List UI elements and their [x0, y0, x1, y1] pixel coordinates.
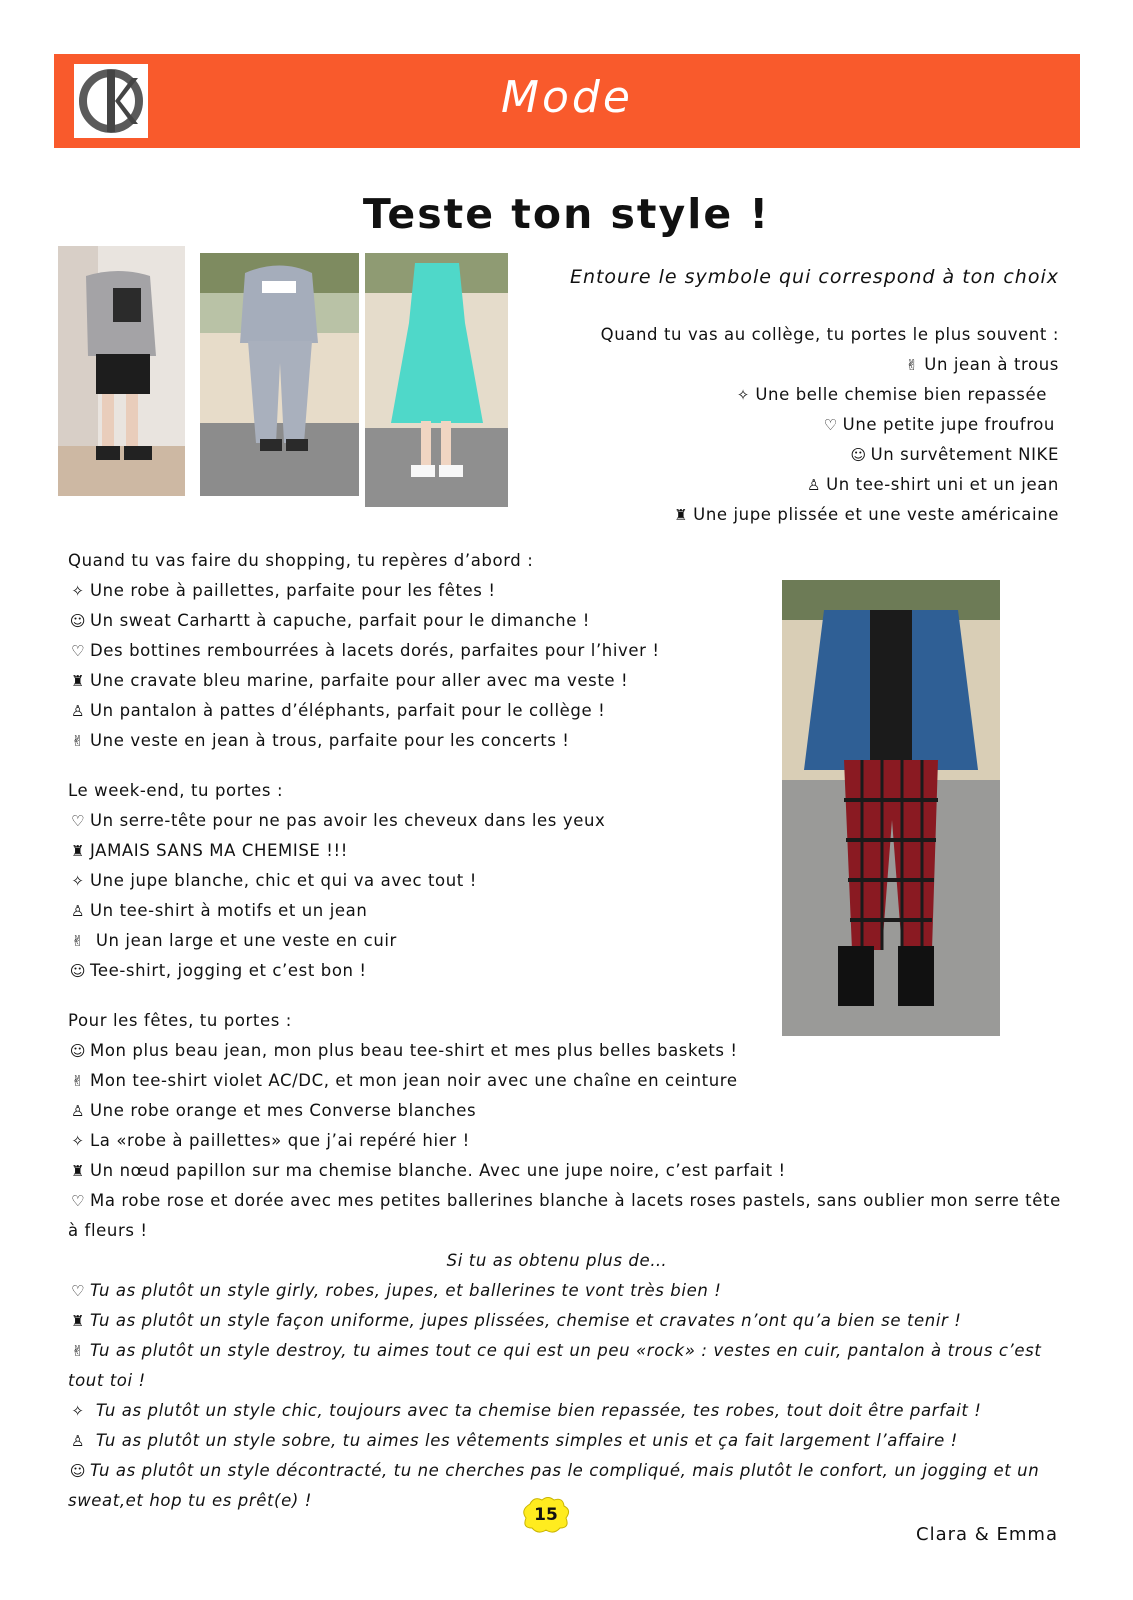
q3-answer-text: Un jean large et une veste en cuir	[90, 931, 397, 950]
student-icon: ♜	[70, 1162, 86, 1180]
q2-answer	[68, 636, 1068, 666]
q1-answer-uniforme	[601, 500, 1059, 530]
sparkle-icon: ✧	[71, 582, 85, 600]
tshirt-icon: ♙	[807, 476, 822, 494]
q1-answer-text: Une belle chemise bien repassée	[755, 385, 1047, 404]
result-text: Tu as plutôt un style sobre, tu aimes les vêtements simples et unis et ça fait largement l’affaire !	[90, 1431, 958, 1450]
student-icon: ♜	[674, 506, 689, 524]
student-icon: ♜	[70, 672, 86, 690]
spacer	[68, 756, 1068, 776]
q1-answer-text: Une petite jupe froufrou	[842, 415, 1055, 434]
sparkle-icon: ✧	[71, 1402, 85, 1420]
rock-hand-icon: ✌	[71, 1072, 85, 1090]
sparkle-icon: ✧	[736, 386, 750, 404]
q2-answer	[68, 606, 1068, 636]
question-3-text: Le week-end, tu portes :	[68, 781, 284, 800]
q2-answer-text: Une robe à paillettes, parfaite pour les fêtes !	[90, 581, 496, 600]
result-text: Tu as plutôt un style destroy, tu aimes tout ce qui est un peu «rock» : vestes en cuir, pantalon à trous c’est tout toi !	[68, 1341, 1042, 1390]
tshirt-icon: ♙	[70, 702, 86, 720]
q4-answer	[68, 1186, 1068, 1246]
authors-signature: Clara & Emma	[916, 1524, 1058, 1545]
q3-answer-text: Un serre-tête pour ne pas avoir les cheveux dans les yeux	[90, 811, 606, 830]
bow-icon: ♡	[70, 642, 86, 660]
sunglasses-smiley-icon: ☺	[69, 1462, 87, 1480]
sunglasses-smiley-icon: ☺	[69, 1042, 87, 1060]
page-number-badge	[520, 1496, 572, 1534]
q2-answer-text: Un sweat Carhartt à capuche, parfait pour le dimanche !	[90, 611, 591, 630]
bow-icon: ♡	[70, 1282, 86, 1300]
q3-answer	[68, 836, 1068, 866]
sunglasses-smiley-icon: ☺	[69, 612, 87, 630]
result-item	[68, 1336, 1068, 1396]
result-item	[68, 1396, 1068, 1426]
q2-answer-text: Un pantalon à pattes d’éléphants, parfait pour le collège !	[90, 701, 606, 720]
q4-answer	[68, 1096, 1068, 1126]
q3-answer	[68, 926, 1068, 956]
q2-answer-text: Une veste en jean à trous, parfaite pour les concerts !	[90, 731, 570, 750]
rock-hand-icon: ✌	[71, 732, 85, 750]
q1-answer-text: Une jupe plissée et une veste américaine	[693, 505, 1059, 524]
sparkle-icon: ✧	[71, 1132, 85, 1150]
bow-icon: ♡	[70, 1192, 86, 1210]
q1-answer-rock	[601, 350, 1059, 380]
q4-answer-text: Un nœud papillon sur ma chemise blanche. Avec une jupe noire, c’est parfait !	[90, 1161, 786, 1180]
sparkle-icon: ✧	[71, 872, 85, 890]
result-text: Tu as plutôt un style chic, toujours avec ta chemise bien repassée, tes robes, tout doit être parfait !	[90, 1401, 982, 1420]
photo-turquoise-dress-outfit	[365, 253, 508, 507]
q3-answer	[68, 806, 1068, 836]
question-4-text: Pour les fêtes, tu portes :	[68, 1011, 292, 1030]
q2-answer-text: Des bottines rembourrées à lacets dorés, parfaites pour l’hiver !	[90, 641, 660, 660]
spacer	[68, 986, 1068, 1006]
section-title: Mode	[501, 72, 633, 123]
q3-answer	[68, 896, 1068, 926]
rock-hand-icon: ✌	[71, 932, 85, 950]
q4-answer-text: Une robe orange et mes Converse blanches	[90, 1101, 477, 1120]
q3-answer-text: Une jupe blanche, chic et qui va avec tout !	[90, 871, 477, 890]
q4-answer	[68, 1156, 1068, 1186]
q3-answer	[68, 866, 1068, 896]
result-item	[68, 1276, 1068, 1306]
q4-answer	[68, 1036, 1068, 1066]
page-number: 15	[534, 1505, 558, 1525]
q2-answer	[68, 696, 1068, 726]
sunglasses-smiley-icon: ☺	[69, 962, 87, 980]
q4-answer-text: Ma robe rose et dorée avec mes petites ballerines blanche à lacets roses pastels, sans oublier mon serre tête à fleurs !	[68, 1191, 1061, 1240]
sunglasses-smiley-icon: ☺	[850, 446, 867, 464]
q2-answer	[68, 726, 1068, 756]
result-item	[68, 1426, 1068, 1456]
result-text: Tu as plutôt un style décontracté, tu ne cherches pas le compliqué, mais plutôt le confort, un jogging et un sweat,et hop tu es prêt(e) !	[68, 1461, 1040, 1510]
student-icon: ♜	[70, 1312, 86, 1330]
q4-answer-text: Mon tee-shirt violet AC/DC, et mon jean noir avec une chaîne en ceinture	[90, 1071, 738, 1090]
tshirt-icon: ♙	[70, 902, 86, 920]
tshirt-icon: ♙	[70, 1432, 86, 1450]
q1-answer-girly	[601, 410, 1055, 440]
q1-answer-text: Un jean à trous	[924, 355, 1059, 374]
result-item	[68, 1306, 1068, 1336]
instruction-text: Entoure le symbole qui correspond à ton choix	[569, 266, 1059, 288]
q2-answer	[68, 576, 1068, 606]
q1-answer-relax	[601, 440, 1059, 470]
question-1-block	[601, 320, 1059, 530]
q4-answer	[68, 1066, 1068, 1096]
q2-answer	[68, 666, 1068, 696]
q3-answer-text: Tee-shirt, jogging et c’est bon !	[90, 961, 367, 980]
q1-answer-text: Un survêtement NIKE	[870, 445, 1059, 464]
student-icon: ♜	[70, 842, 86, 860]
photo-grey-tracksuit-outfit	[200, 253, 359, 496]
q1-answer-chic	[601, 380, 1047, 410]
q1-answer-text: Un tee-shirt uni et un jean	[826, 475, 1059, 494]
bow-icon: ♡	[823, 416, 838, 434]
result-text: Tu as plutôt un style girly, robes, jupes, et ballerines te vont très bien !	[90, 1281, 722, 1300]
question-1-text: Quand tu vas au collège, tu portes le plus souvent :	[600, 325, 1059, 344]
q2-answer-text: Une cravate bleu marine, parfaite pour aller avec ma veste !	[90, 671, 629, 690]
q3-answer	[68, 956, 1068, 986]
q4-answer	[68, 1126, 1068, 1156]
header-banner	[54, 54, 1080, 148]
question-2-text: Quand tu vas faire du shopping, tu repères d’abord :	[68, 551, 534, 570]
results-heading: Si tu as obtenu plus de…	[446, 1251, 668, 1270]
q4-answer-text: La «robe à paillettes» que j’ai repéré hier !	[90, 1131, 470, 1150]
quiz-body	[68, 546, 1068, 1516]
result-text: Tu as plutôt un style façon uniforme, jupes plissées, chemise et cravates n’ont qu’a bien se tenir !	[90, 1311, 962, 1330]
photo-grey-sweater-outfit	[58, 246, 185, 496]
bow-icon: ♡	[70, 812, 86, 830]
tshirt-icon: ♙	[70, 1102, 86, 1120]
rock-hand-icon: ✌	[905, 356, 919, 374]
q4-answer-text: Mon plus beau jean, mon plus beau tee-shirt et mes plus belles baskets !	[90, 1041, 738, 1060]
page-title: Teste ton style !	[362, 190, 771, 238]
q3-answer-text: JAMAIS SANS MA CHEMISE !!!	[90, 841, 348, 860]
q1-answer-sobre	[601, 470, 1059, 500]
q3-answer-text: Un tee-shirt à motifs et un jean	[90, 901, 368, 920]
rock-hand-icon: ✌	[71, 1342, 85, 1360]
